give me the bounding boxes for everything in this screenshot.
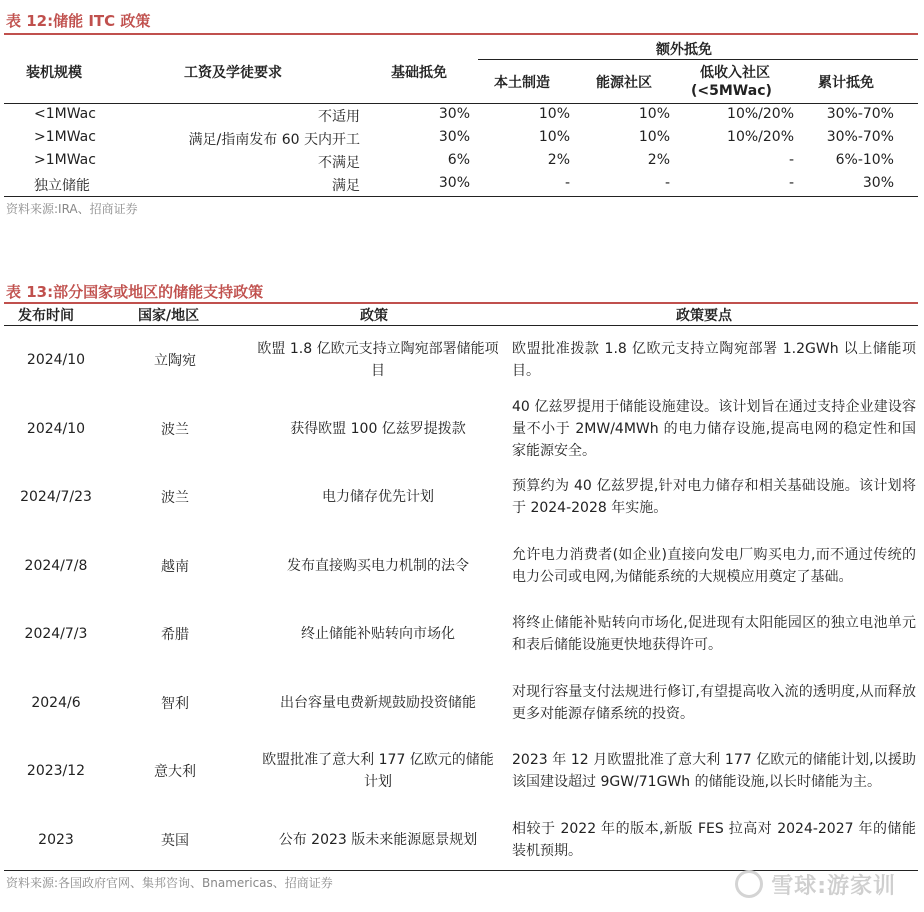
row-country: 波兰 (161, 490, 189, 507)
extra-underline (478, 59, 918, 60)
table12-title: 表 12:储能 ITC 政策 (6, 12, 151, 30)
header-base: 基础抵免 (391, 65, 447, 81)
t12-cell-capacity: <1MWac (34, 106, 96, 122)
t12-cell-energy-community: 2% (647, 152, 670, 168)
header-country: 国家/地区 (138, 308, 200, 324)
t12-cell-cumulative: 30%-70% (826, 129, 894, 145)
t12-cell-energy-community: 10% (638, 129, 670, 145)
t12-cell-energy-community: - (664, 175, 670, 191)
row-policy: 电力储存优先计划 (322, 489, 434, 506)
t12-cell-base: 30% (438, 129, 470, 145)
table-row (4, 395, 918, 464)
t12-cell-energy-community: 10% (638, 106, 670, 122)
table12-source: 资料来源:IRA、招商证券 (6, 202, 138, 216)
row-date: 2024/7/23 (20, 489, 92, 506)
header-extra: 额外抵免 (656, 42, 712, 58)
t12-cell-domestic: - (564, 175, 570, 191)
header-wage: 工资及学徒要求 (184, 65, 282, 81)
header-date: 发布时间 (18, 308, 74, 324)
header-cumulative: 累计抵免 (818, 75, 874, 91)
table12-bottom-rule (4, 196, 918, 197)
row-policy: 出台容量电费新规鼓励投资储能 (280, 694, 476, 711)
row-points: 允许电力消费者(如企业)直接向发电厂购买电力,而不通过传统的电力公司或电网,为储能系统的大规模应用奠定了基础。 (512, 546, 916, 585)
header-points: 政策要点 (676, 308, 732, 324)
row-points: 2023 年 12 月欧盟批准了意大利 177 亿欧元的储能计划,以援助该国建设超过 9GW/71GWh 的储能设施,以长时储能为主。 (512, 752, 916, 791)
t12-cell-low-income: 10%/20% (727, 129, 794, 145)
t12-cell-low-income: 10%/20% (727, 106, 794, 122)
row-points: 预算约为 40 亿兹罗提,针对电力储存和相关基础设施。该计划将于 2024-2028 年实施。 (512, 478, 916, 517)
t12-cell-low-income: - (788, 175, 794, 191)
t12-cell-base: 6% (447, 152, 470, 168)
t12-cell-capacity: >1MWac (34, 152, 96, 168)
row-country: 意大利 (154, 764, 196, 781)
t12-cell-wage: 不满足 (318, 155, 360, 171)
row-points: 40 亿兹罗提用于储能设施建设。该计划旨在通过支持企业建设容量不小于 2MW/4MWh 的电力储存设施,提高电网的稳定性和国家能源安全。 (512, 398, 916, 459)
t12-cell-domestic: 2% (547, 152, 570, 168)
t12-cell-wage: 满足 (332, 178, 360, 194)
row-policy: 终止储能补贴转向市场化 (301, 626, 455, 643)
header-domestic: 本土制造 (494, 75, 550, 91)
row-country: 立陶宛 (154, 353, 196, 370)
snowball-logo-icon (735, 870, 763, 898)
watermark-text: 雪球:游家训 (771, 874, 896, 899)
row-points: 欧盟批准拨款 1.8 亿欧元支持立陶宛部署 1.2GWh 以上储能项目。 (512, 341, 916, 380)
header-low-income: 低收入社区 (700, 65, 770, 81)
t12-cell-domestic: 10% (538, 106, 570, 122)
t12-cell-cumulative: 30%-70% (826, 106, 894, 122)
row-policy: 欧盟 1.8 亿欧元支持立陶宛部署储能项目 (257, 341, 499, 380)
row-date: 2024/10 (26, 420, 86, 437)
t12-cell-wage: 不适用 (318, 109, 360, 125)
row-country: 英国 (161, 832, 189, 849)
t12-cell-domestic: 10% (538, 129, 570, 145)
table13-source: 资料来源:各国政府官网、集邦咨询、Bnamericas、招商证券 (6, 876, 333, 890)
t12-cell-base: 30% (438, 175, 470, 191)
table-row (4, 737, 918, 806)
table-row (4, 806, 918, 875)
table-row (4, 532, 918, 601)
t12-cell-cumulative: 30% (862, 175, 894, 191)
table12-top-rule (4, 33, 918, 35)
row-country: 越南 (161, 558, 189, 575)
row-date: 2023 (38, 831, 74, 848)
table-row (4, 600, 918, 669)
watermark (735, 869, 896, 900)
table13-title: 表 13:部分国家或地区的储能支持政策 (6, 283, 264, 301)
header-energy-community: 能源社区 (596, 75, 652, 91)
row-policy: 获得欧盟 100 亿兹罗提拨款 (290, 420, 466, 437)
t12-cell-base: 30% (438, 106, 470, 122)
row-date: 2024/6 (31, 694, 81, 711)
header-low-income-sub: (<5MWac) (691, 83, 772, 99)
row-country: 希腊 (161, 627, 189, 644)
table-row (4, 669, 918, 738)
row-date: 2023/12 (26, 763, 86, 780)
row-policy: 发布直接购买电力机制的法令 (287, 557, 469, 574)
header-capacity: 装机规模 (26, 65, 82, 81)
header-policy: 政策 (360, 308, 388, 324)
row-points: 相较于 2022 年的版本,新版 FES 拉高对 2024-2027 年的储能装机预期。 (512, 820, 916, 859)
table13-top-rule (4, 302, 918, 304)
row-policy: 公布 2023 版未来能源愿景规划 (278, 831, 478, 848)
t12-cell-wage: 满足/指南发布 60 天内开工 (188, 132, 360, 148)
t12-cell-capacity: >1MWac (34, 129, 96, 145)
t12-cell-cumulative: 6%-10% (835, 152, 894, 168)
row-policy: 欧盟批准了意大利 177 亿欧元的储能计划 (262, 752, 494, 791)
table12-header-rule (4, 103, 918, 104)
row-country: 智利 (161, 695, 189, 712)
row-country: 波兰 (161, 421, 189, 438)
row-date: 2024/10 (26, 352, 86, 369)
row-points: 对现行容量支付法规进行修订,有望提高收入流的透明度,从而释放更多对能源存储系统的投资。 (512, 683, 916, 722)
row-date: 2024/7/8 (24, 557, 88, 574)
row-points: 将终止储能补贴转向市场化,促进现有太阳能园区的独立电池单元和表后储能设施更快地获得许可。 (512, 615, 916, 654)
row-date: 2024/7/3 (24, 626, 88, 643)
t12-cell-low-income: - (788, 152, 794, 168)
table-row (4, 463, 918, 532)
table-row (4, 326, 918, 395)
t12-cell-capacity: 独立储能 (34, 178, 90, 194)
